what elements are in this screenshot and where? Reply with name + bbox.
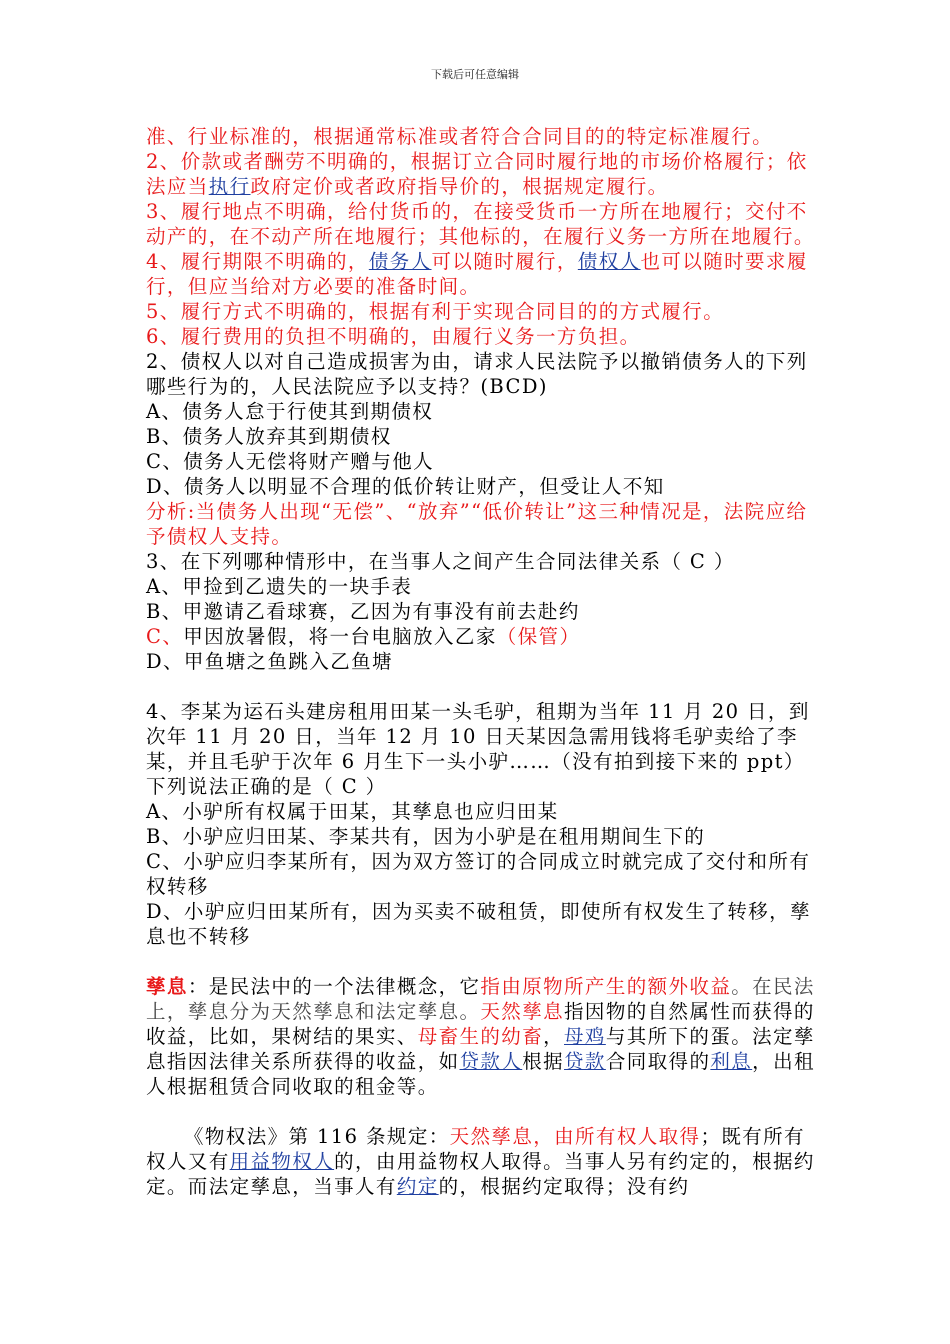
property-law-article: 《物权法》第 116 条规定：天然孳息，由所有权人取得；既有所有权人又有用益物权人的，由用益物权人取得。当事人另有约定的，根据约定。而法定孳息，当事人有约定的，根据约定取得；没有约 <box>146 1125 815 1198</box>
link-loan[interactable]: 贷款 <box>564 1050 606 1073</box>
question-3: 3、在下列哪种情形中，在当事人之间产生合同法律关系（ C ） <box>146 550 735 573</box>
question-2-analysis: 分析:当债务人出现“无偿”、“放弃”“低价转让”这三种情况是，法院应给予债权人支持。 <box>146 500 808 548</box>
link-execute[interactable]: 执行 <box>208 175 251 198</box>
document-body <box>146 124 816 1199</box>
link-agreement[interactable]: 约定 <box>396 1175 439 1198</box>
link-lender[interactable]: 贷款人 <box>459 1050 523 1073</box>
paragraph-cost: 6、履行费用的负担不明确的，由履行义务一方负担。 <box>146 325 641 348</box>
spacer <box>146 674 816 699</box>
question-2-option-a: A、债务人怠于行使其到期债权 <box>146 400 434 423</box>
paragraph-method: 5、履行方式不明确的，根据有利于实现合同目的的方式履行。 <box>146 300 725 323</box>
question-2: 2、债权人以对自己造成损害为由，请求人民法院予以撤销债务人的下列哪些行为的，人民法院应予以支持？(BCD) <box>146 350 808 398</box>
link-usufructuary[interactable]: 用益物权人 <box>229 1150 335 1173</box>
link-debtor[interactable]: 债务人 <box>368 250 432 273</box>
question-2-option-c: C、债务人无偿将财产赠与他人 <box>146 450 435 473</box>
spacer <box>146 949 816 974</box>
question-2-option-b: B、债务人放弃其到期债权 <box>146 425 392 448</box>
page-header: 下载后可任意编辑 <box>431 68 519 81</box>
question-2-option-d: D、债务人以明显不合理的低价转让财产，但受让人不知 <box>146 475 665 498</box>
question-4: 4、李某为运石头建房租用田某一头毛驴，租期为当年 11 月 20 日，到次年 11 月 20 日，当年 12 月 10 日天某因急需用钱将毛驴卖给了李某，并且毛驴于次年 6 月生下一头小驴……（没有拍到接下来的 ppt）下列说法正确的是（ C ） <box>146 700 810 798</box>
question-3-option-d: D、甲鱼塘之鱼跳入乙鱼塘 <box>146 650 393 673</box>
question-4-option-c: C、小驴应归李某所有，因为双方签订的合同成立时就完成了交付和所有权转移 <box>146 850 811 898</box>
question-4-option-d: D、小驴应归田某所有，因为买卖不破租赁，即使所有权发生了转移，孳息也不转移 <box>146 900 811 948</box>
spacer <box>146 1099 816 1124</box>
question-4-option-a: A、小驴所有权属于田某，其孳息也应归田某 <box>146 800 559 823</box>
paragraph-standard: 准、行业标准的，根据通常标准或者符合合同目的的特定标准履行。 <box>146 125 774 148</box>
question-3-option-b: B、甲邀请乙看球赛，乙因为有事没有前去赴约 <box>146 600 580 623</box>
question-4-option-b: B、小驴应归田某、李某共有，因为小驴是在租用期间生下的 <box>146 825 706 848</box>
question-3-option-a: A、甲捡到乙遗失的一块手表 <box>146 575 413 598</box>
paragraph-place: 3、履行地点不明确，给付货币的，在接受货币一方所在地履行；交付不动产的，在不动产所在地履行；其他标的，在履行义务一方所在地履行。 <box>146 200 815 248</box>
link-hen[interactable]: 母鸡 <box>564 1025 606 1048</box>
paragraph-term: 4、履行期限不明确的，债务人可以随时履行，债权人也可以随时要求履行，但应当给对方必要的准备时间。 <box>146 250 808 298</box>
link-interest[interactable]: 利息 <box>710 1050 753 1073</box>
question-3-option-c: C、甲因放暑假，将一台电脑放入乙家（保管） <box>146 625 581 648</box>
link-creditor[interactable]: 债权人 <box>577 250 641 273</box>
paragraph-price: 2、价款或者酬劳不明确的，根据订立合同时履行地的市场价格履行；依法应当执行政府定价或者政府指导价的，根据规定履行。 <box>146 150 808 198</box>
definition-fruits: 孳息：是民法中的一个法律概念，它指由原物所产生的额外收益。在民法上，孳息分为天然孳息和法定孳息。天然孳息指因物的自然属性而获得的收益，比如，果树结的果实、母畜生的幼畜，母鸡与其所下的蛋。法定孳息指因法律关系所获得的收益，如贷款人根据贷款合同取得的利息，出租人根据租赁合同收取的租金等。 <box>146 975 815 1098</box>
